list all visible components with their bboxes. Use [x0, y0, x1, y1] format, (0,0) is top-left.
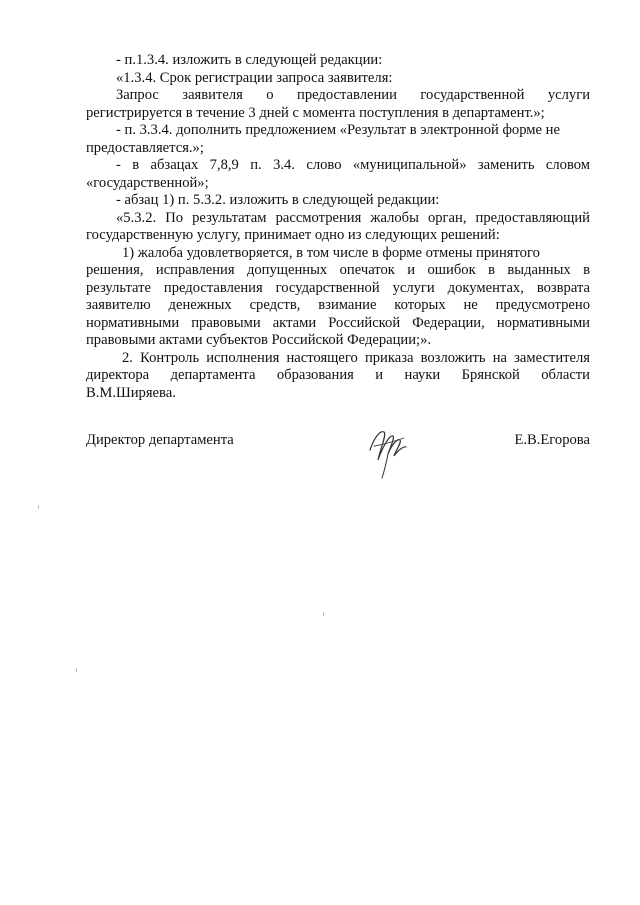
paragraph: регистрируется в течение 3 дней с момента поступления в департамент.»; — [86, 104, 545, 121]
scan-speck — [38, 505, 39, 509]
paragraph: нормативными правовыми актами Российской Федерации, нормативными — [86, 314, 590, 331]
handwritten-signature — [360, 420, 420, 480]
paragraph: государственную услугу, принимает одно из следующих решений: — [86, 227, 500, 243]
paragraph: «1.3.4. Срок регистрации запроса заявителя: — [116, 69, 393, 86]
paragraph: предоставляется.»; — [86, 139, 204, 156]
paragraph: - в абзацах 7,8,9 п. 3.4. слово «муниципальной» заменить словом — [116, 157, 590, 173]
paragraph: 1) жалоба удовлетворяется, в том числе в форме отмены принятого — [122, 244, 540, 261]
signatory-name: Е.В.Егорова — [514, 432, 590, 448]
paragraph: В.М.Ширяева. — [86, 384, 176, 401]
paragraph: результате предоставления государственной услуги документах, возврата — [86, 279, 590, 296]
paragraph: «государственной»; — [86, 174, 209, 191]
paragraph: - п.1.3.4. изложить в следующей редакции: — [116, 52, 383, 68]
paragraph: - абзац 1) п. 5.3.2. изложить в следующей редакции: — [116, 192, 440, 208]
document-body — [86, 52, 590, 402]
paragraph: - п. 3.3.4. дополнить предложением «Результат в электронной форме не — [116, 122, 560, 138]
scan-speck — [323, 612, 324, 616]
paragraph: правовыми актами субъектов Российской Федерации;». — [86, 332, 432, 348]
paragraph: заявителю денежных средств, взимание которых не предусмотрено — [86, 297, 590, 313]
paragraph: Запрос заявителя о предоставлении государственной услуги — [116, 87, 590, 103]
paragraph: решения, исправления допущенных опечаток и ошибок в выданных в — [86, 262, 590, 278]
scan-speck — [76, 668, 77, 672]
signatory-position: Директор департамента — [86, 432, 234, 448]
paragraph: 2. Контроль исполнения настоящего приказа возложить на заместителя — [122, 349, 590, 366]
paragraph: директора департамента образования и науки Брянской области — [86, 367, 590, 383]
signature-block — [86, 432, 590, 482]
paragraph: «5.3.2. По результатам рассмотрения жалобы орган, предоставляющий — [116, 209, 590, 226]
